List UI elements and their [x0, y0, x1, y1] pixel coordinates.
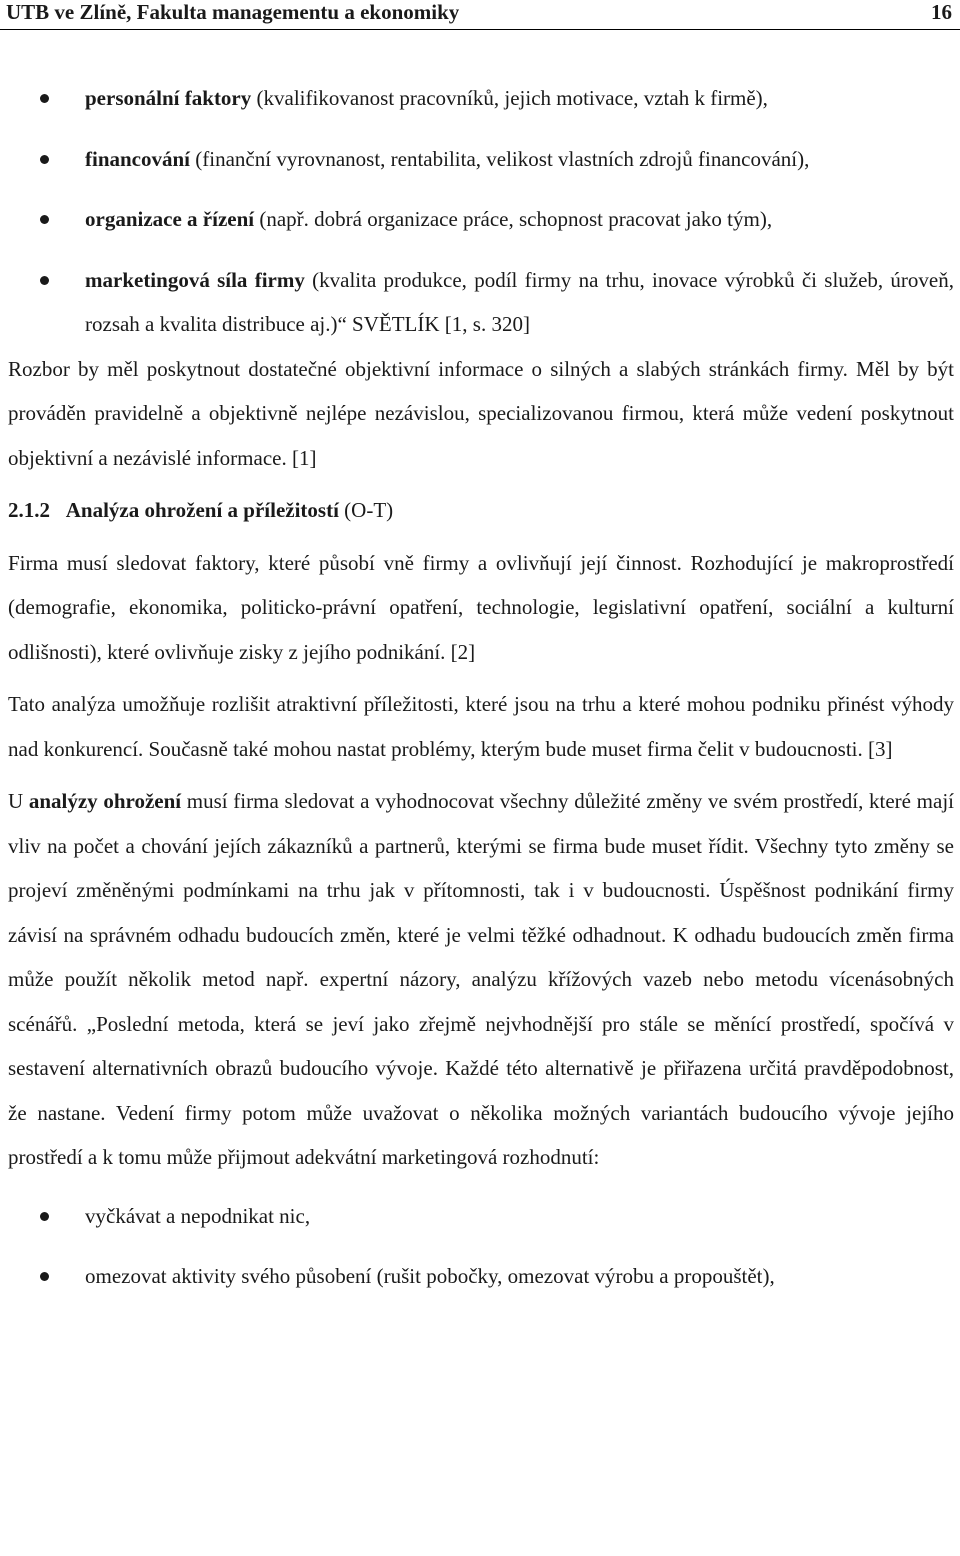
spacer	[8, 480, 954, 488]
list-item-term: organizace a řízení	[85, 207, 255, 231]
list-item	[8, 137, 954, 182]
list-item-term: financování	[85, 146, 191, 171]
document-body	[8, 76, 954, 1299]
list-item	[8, 258, 954, 347]
header-title: UTB ve Zlíně, Fakulta managementu a ekonomiky	[6, 0, 460, 24]
page-number: 16	[931, 0, 952, 24]
list-item	[8, 76, 954, 121]
paragraph: Firma musí sledovat faktory, které působí vně firmy a ovlivňují její činnost. Rozhodující je makroprostředí (demografie, ekonomika, politicko-právní opatření, technologie, legislativní opatření, sociální a kulturní odlišnosti), které ovlivňuje zisky z jejího podnikání. [2]	[8, 550, 954, 664]
bullet-icon	[40, 215, 49, 224]
bullet-icon	[40, 155, 49, 164]
section-title: Analýza ohrožení a příležitostí	[65, 498, 339, 522]
list-item-text: vyčkávat a nepodnikat nic,	[85, 1203, 311, 1228]
emphasis-term: analýzy ohrožení	[28, 789, 182, 813]
paragraph: Rozbor by měl poskytnout dostatečné objektivní informace o silných a slabých stránkách firmy. Měl by být prováděn pravidelně a objektivně nejlépe nezávislou, specializovanou firmou, která může vedení poskytnout objektivní a nezávislé informace. [1]	[8, 356, 954, 470]
paragraph	[8, 779, 954, 1180]
list-item-text: omezovat aktivity svého působení (rušit pobočky, omezovat výrobu a propouštět),	[85, 1264, 775, 1288]
list-item-text: (kvalifikovanost pracovníků, jejich motivace, vztah k firmě),	[251, 86, 768, 110]
spacer	[8, 533, 954, 541]
strengths-list	[8, 76, 954, 347]
bullet-icon	[40, 1212, 49, 1221]
list-item-text: (finanční vyrovnanost, rentabilita, velikost vlastních zdrojů financování),	[190, 146, 810, 171]
spacer	[8, 1180, 954, 1194]
section-heading	[8, 488, 954, 533]
section-title-suffix: (O-T)	[338, 498, 394, 522]
spacer	[8, 771, 954, 779]
list-item-term: marketingová síla firmy	[85, 267, 305, 292]
page-header	[0, 0, 960, 24]
bullet-icon	[40, 94, 49, 103]
list-item-text: (např. dobrá organizace práce, schopnost pracovat jako tým),	[254, 207, 773, 231]
bullet-icon	[40, 276, 49, 285]
list-item-term: personální faktory	[85, 86, 252, 110]
section-number: 2.1.2	[8, 498, 50, 522]
bullet-icon	[40, 1272, 49, 1281]
list-item-text: (kvalita produkce, podíl firmy na trhu, inovace výrobků či služeb, úroveň, rozsah a kvalita distribuce aj.)“ SVĚTLÍK [1, s. 320]	[85, 267, 955, 336]
list-item	[8, 197, 954, 242]
header-rule	[0, 29, 960, 30]
paragraph-text: musí firma sledovat a vyhodnocovat všechny důležité změny ve svém prostředí, které mají vliv na počet a chování jejích zákazníků a partnerů, kterými se firma bude muset řídit. Všechny tyto změny se projeví změněnými podmínkami na trhu jak v přítomnosti, tak i v budoucnosti. Úspěšnost podnikání firmy závisí na správném odhadu budoucích změn, které je velmi těžké odhadnout. K odhadu budoucích změn firma může použít několik metod např. expertní názory, analýzu křížových vazeb nebo metodu vícenásobných scénářů. „Poslední metoda, která se jeví jako zřejmě nejvhodnější pro stále se měnící prostředí, spočívá v sestavení alternativních obrazů budoucího vývoje. Každé této alternativě je přiřazena určitá pravděpodobnost, že nastane. Vedení firmy potom může uvažovat o několika možných variantách budoucího vývoje jejího prostředí a k tomu může přijmout adekvátní marketingová rozhodnutí:	[8, 789, 954, 1169]
paragraph: Tato analýza umožňuje rozlišit atraktivní příležitosti, které jsou na trhu a které mohou podniku přinést výhody nad konkurencí. Současně také mohou nastat problémy, kterým bude muset firma čelit v budoucnosti. [3]	[8, 692, 954, 761]
paragraph-prefix: U	[8, 789, 29, 813]
spacer	[8, 674, 954, 682]
list-item	[8, 1254, 954, 1299]
list-item	[8, 1194, 954, 1239]
strategies-list	[8, 1194, 954, 1299]
